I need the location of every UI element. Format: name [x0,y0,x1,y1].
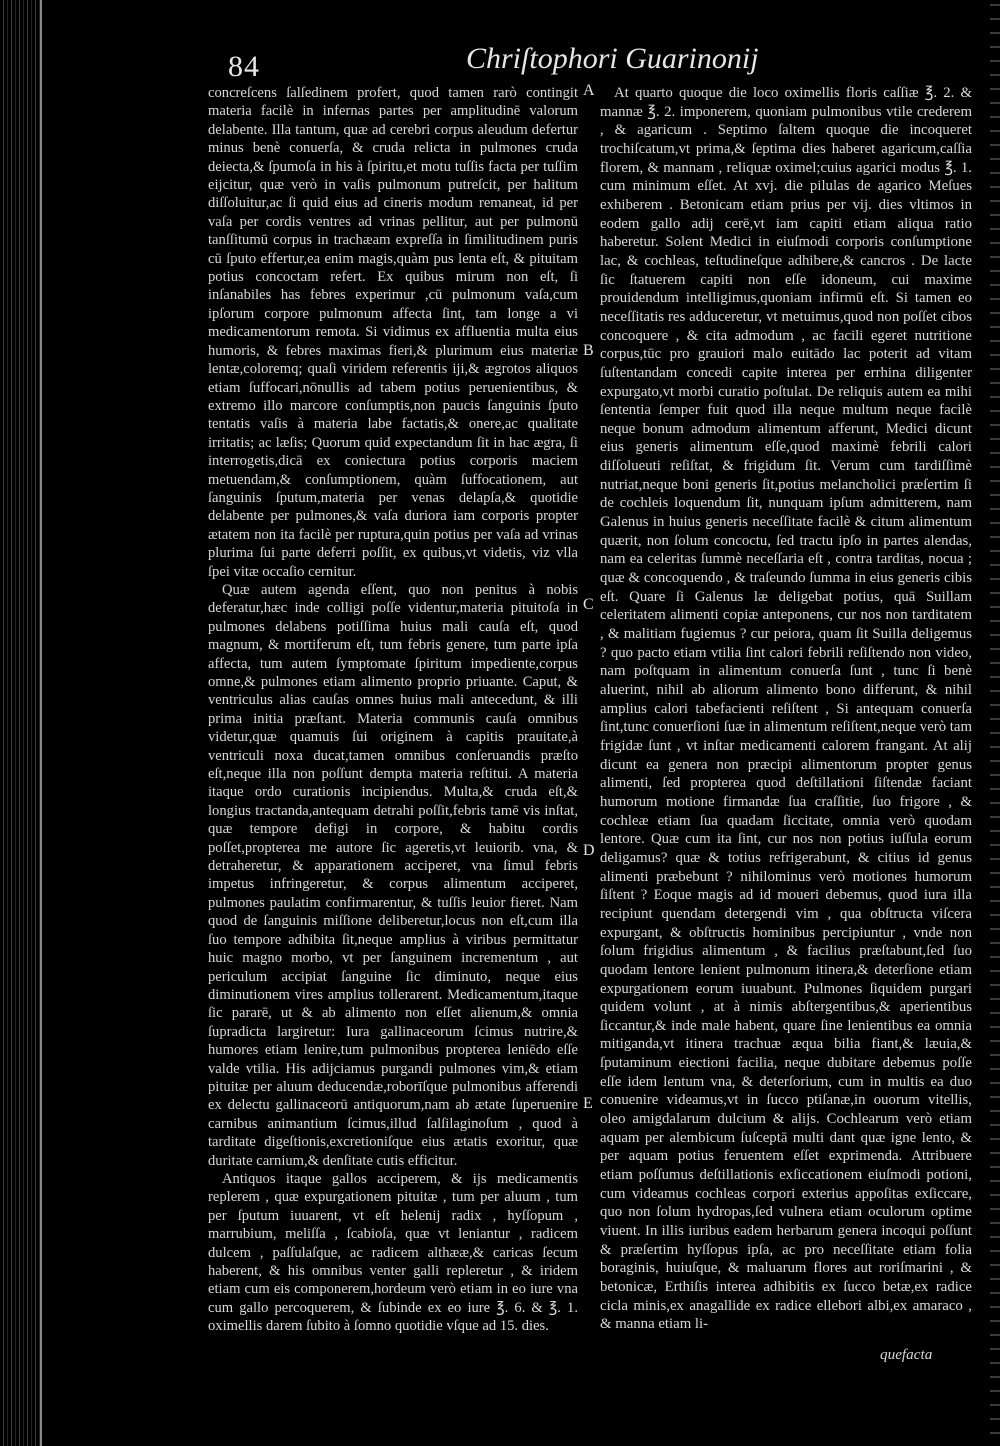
left-column [208,84,578,1336]
running-head: Chriſtophori Guarinonij [466,42,759,75]
right-column [600,84,972,1334]
margin-letter-c: C [583,596,594,613]
binding-gutter [0,0,42,1446]
margin-letter-a: A [583,82,595,99]
right-paragraph: At quarto quoque die loco oximellis floris caſſiæ ℥. 2. & mannæ ℥. 2. imponerem, quoniam pulmonibus vtile crederem , & agaricum . Septimo ſaltem quoque die incoqueret trochiſcatum,vt prima,& ſeptima dies haberet agaricum,caſſia florem, & mannam , reliquæ oximel;cuius agarici modus ℥. 1. cum minimum eſſet. At xvj. die pilulas de agarico Meſues exhiberem . Betonicam etiam prius per vij. dies vltimos in eodem gallo adij cerē,vt iam capiti etiam aliqua ratio haberetur. Solent Medici in eiuſmodi corporis conſumptione lac, & cochleas, teſtudineſque adhibere,& cancros . De lacte ſic ſtatuerem capiti non eſſe idoneum, cui maxime prouidendum intelligimus,quoniam infirmū eſt. Si tamen eo neceſſitatis res adduceretur, vt metuimus,quod non poſſet cibos concoquere , & cita admodum , ac facili egeret nutritione corpus,tūc pro grauiori malo euitādo lac poterit ad vitam ſuſtentandam concedi capite interea per errhina diligenter expurgato,vt morbi curatio poſtulat. De reliquis autem ea mihi ſententia ſemper fuit quod illa neque multum neque facilè neque bonum admodum alimentum afferunt, Medici dicunt eius generis alimentum eſſe,quod maximè febrili calori diſſolueuti reſiſtat, & frigidum ſit. Verum cum tardiſſimè nutriat,neque boni generis ſit,potius melancholici præſertim ſi de cochleis loquendum ſit, nunquam ipſum admitterem, nam Galenus in huius generis neceſſitate facilè & citum alimentum quærit, non ſolum concoctu, ſed tractu ipſo in partes alendas, nam ea celeritas ſummè neceſſaria eſt , contra tarditas, nocua ; quæ & concoquendo , & traſeundo ſumma in eius generis cibis eſt. Quare ſi Galenus læ deligebat potius, quā Suillam celeritatem alimenti copiæ anteponens, cur nos non tarditatem , & malitiam fugiemus ? cur peiora, quam ſit Suilla deligemus ? quo pacto etiam vtilia ſint calori febrili reſiſtendo non video, nam poſtquam in alimentum conuerſa ſunt , tunc ſi benè aluerint, nihil ab aliorum alimento bono differunt, & nihil amplius calori tabefacienti reſiſtent , Si antequam conuerſa ſint,tunc conuerſioni ſuæ in alimentum reſiſtent,neque verò tam frigidæ ſunt , vt inſtar medicamenti calorem frangant. At alij dicunt ea genera non præcipi alimentorum propter genus alimenti, ſed propterea quod deſtillationi ſiſtendæ faciant humorum motione firmandæ ſua craſſitie, ſuo frigore , & cochleæ etiam ſua quadam ſiccitate, omnia verò quodam lentore. Quæ cum ita ſint, cur nos non potius iuſſula eorum deligamus? quæ & totius refrigerabunt, & citius id genus alimenti præbebunt ? nihilominus verò motiones humorum ſiſtent ? Eoque magis ad id moueri debemus, quod iura illa recipiunt quendam detergendi vim , qua obſtructa viſcera expurgant, & obſtructis hominibus percipiuntur , vnde non ſolum frigidius alimentum , & facilius præſtabunt,ſed ſuo quodam lentore lenient pulmonum itinera,& deterſione etiam expurgationem eorum iuuabunt. Pulmones ſiquidem purgari quidem volunt , at à nimis abſtergentibus,& aperientibus ſiccantur,& inde male habent, quare ſine lenientibus ea omnia mitiganda,vt itinera trachuæ æqua bilia fiant,& læuia,& ſputaminum eiectioni facilia, neque dubitare debemus poſſe eſſe idem lentum vna, & deterſorium, cum in multis ea duo conuenire videamus,vt in ſucco ptiſanæ,in ouorum vitellis, oleo amigdalarum dulcium & alijs. Cochlearum verò etiam aquam per alembicum ſuſceptā multi dant quæ igne lento, & per aquam potius feruentem eſſet exprimenda. Attribuere etiam poſſumus deſtillationis exſiccationem eiuſmodi potioni, cum videamus cochleas corpori exterius appoſitas exſiccare, quo non ſolum hydropas,ſed vulnera etiam oculorum optime viuent. In illis iuribus eadem herbarum genera incoqui poſſunt & præſertim hyſſopus ipſa, ac pro neceſſitate etiam folia boraginis, huiuſque, & maluarum flores aut roriſmarini , & betonicæ, Erthiſis interea adhibitis ex ſucco betæ,ex radice cicla minis,ex anagallide ex radice ellebori albi,ex amaraco , & manna etiam li- [600,85,972,1333]
catchword: quefacta [880,1346,933,1363]
page-number: 84 [228,50,260,83]
gutter-rule [40,0,42,1446]
left-paragraph: concreſcens ſalſedinem profert, quod tamen rarò contingit materia facilè in infernas partes per amplitudinē valorum delabente. Illa tantum, quæ ad cerebri corpus aleudum defertur minus benè conuerſa, & cruda relicta in pulmones cruda deiecta,& ſpumoſa in his à ſpiritu,et motu tuſſis facta per tuſſim eijcitur, quæ verò in vaſis pulmonum putreſcit, per halitum diſſoluitur,ac ſi quid eius ad cineris modum remaneat, id per vaſa per cordis ventres ad vrinas pellitur, aut per pulmonū tanſſitumū corpus in trachæam expreſſa in ſimilitudinem puris cū ſputo effertur,ea enim magis,quàm pus lenta eſt, & pituitam potius concoctam refert. Ex quibus mirum non eſt, ſi inſanabiles has febres experimur ,cū pulmonum vaſa,cum ipſorum corpore pulmonum affecta ſint, tam longe a vi medicamentorum remota. Si vidimus ex affluentia multa eius humoris, & febres maximas fieri,& plurimum eius materiæ lentæ,coloremq; quaſi viridem referentis iji,& ægrotos aliquos etiam ſuffocari,nōnullis ad tabem potius peruenientibus, & extremo illo marcore conſumptis,non paucis ſanguinis ſputo tentatis vaſis à materia labe factatis,& onere,ac qualitate irritatis; ac læſis; Quorum quid expectandum ſit in hac ægra, ſi interrogetis,dicā ex coniectura potius corporis maciem metuendam,& conſumptionem, quàm ſuffocationem, aut ſanguinis ſputum,materia per venas delapſa,& quotidie delabente per pulmones,& vaſa duriora iam corporis propter ætatem non ita facilè per ruptura,quin potius per vaſa ad vrinas plurima ſui parte deferri poſſit, ex quibus,vt videtis, viz vlla ſpei vitæ occaſio cernitur. [208,85,578,580]
margin-letter-b: B [583,342,594,359]
margin-letter-d: D [583,842,595,859]
left-paragraph: Quæ autem agenda eſſent, quo non penitus à nobis deferatur,hæc inde colligi poſſe videntur,materia pituitoſa in pulmones delabens potiſſima huius mali cauſa eſt, quod magnum, & mortiferum eſt, tum febris genere, tum parte ipſa affecta, tum autem ſymptomate ſpiritum impediente,corpus omne,& pulmones etiam alimento proprio priuante. Caput, & ventriculus alias cauſas omnes huius mali antecedunt, & illi prima initia præſtant. Materia communis cauſa omnibus videtur,quæ quamuis ſui originem à capitis prauitate,à ventriculi noxa ducat,tamen omnibus conſeruandis præſto eſt,neque illa non poſſunt dempta materia reſtitui. A materia itaque ordo curationis incipiendus. Multa,& cruda eſt,& longius tractanda,antequam detrahi poſſit,febris tamē vis inſtat, quæ tempore defigi in corpore, & habitu cordis poſſet,propterea me autore ſic ageretis,vt leuiorib. vna, & detraheretur, & apparationem acciperet, vna ſimul febris impetus infringeretur, & corpus alimentum acciperet, pulmones paulatim confirmarentur, & tuſſis leuior fieret. Nam quod de ſanguinis miſſione deliberetur,locus non eſt,cum illa ſuo tempore adhibita ſit,neque amplius à viribus permittatur huic magno morbo, vt per ſanguinem incrementum , aut periculum accipiat ſanguine ſic diminuto, neque eius diminutionem vires amplius tollerarent. Medicamentum,itaque ſic pararē, ut & ab alimento non eſſet alienum,& omnia ſupradicta largiretur: Iura gallinaceorum ſcimus nutrire,& humores etiam lenire,tum pulmonibus propterea leniēdo eſſe valde vtilia. His adijciamus purgandi pulmones vim,& etiam pituitæ per aluum deducendæ,roborīſque pulmonibus afferendi ex delectu gallinaceorū antiquorum,nam ab ætate ſuperuenire carnibus animantium ſcimus,illud ſalſilaginoſum , quod à tarditate digeſtionis,excretioniſque eius ætatis exoritur, quæ duritate carnium,& denſitate cutis efficitur. [208,581,578,1169]
margin-letter-e: E [583,1095,593,1112]
left-paragraph: Antiquos itaque gallos acciperem, & ijs medicamentis replerem , quæ expurgationem pituitæ , tum per aluum , tum per ſputum iuuarent, vt eſt helenij radix , hyſſopum , marrubium, meliſſa , ſcabioſa, quæ vt leniantur , radicem dulcem , paſſulaſque, ac radicem althææ,& caricas ſecum haberent, & his omnibus venter galli repleretur , & iridem etiam cum eis componerem,hordeum verò etiam in eo iure vna cum gallo percoquerem, & ſubinde ex eo iure ℥. 6. & ℥. 1. oximellis darem ſubito à ſomno quotidie vſque ad 15. dies. [208,1170,578,1335]
page-edge [990,0,1000,1446]
